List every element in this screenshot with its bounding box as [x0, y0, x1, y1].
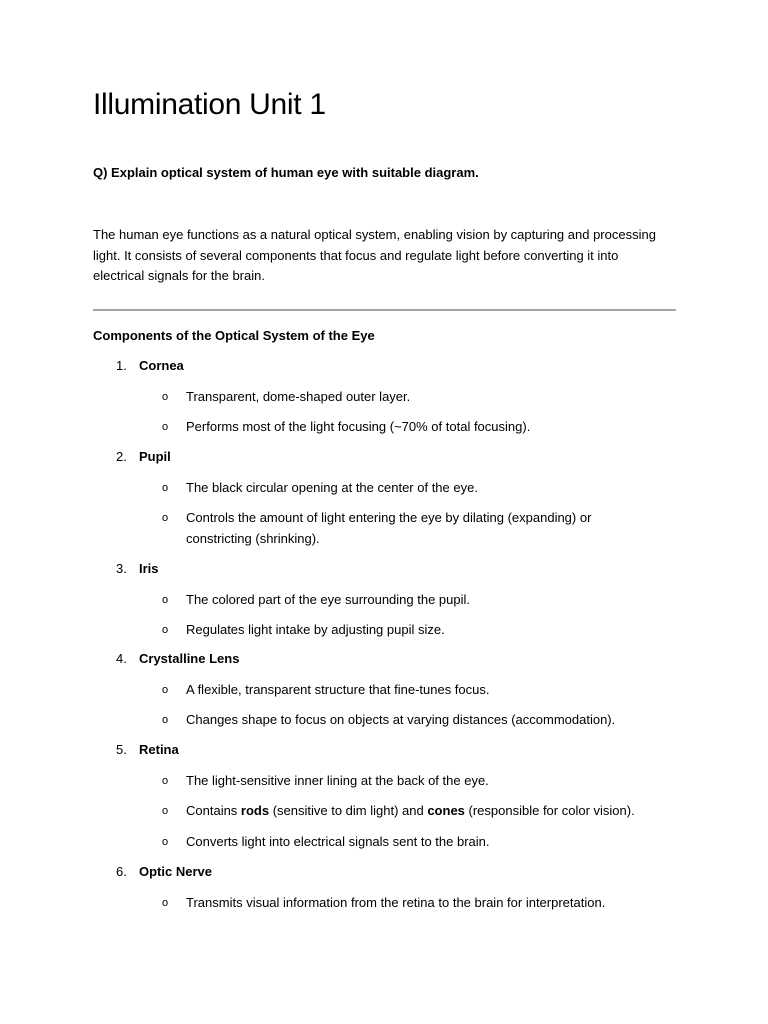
list-item-pupil	[116, 449, 171, 464]
bullet-item	[162, 710, 672, 731]
list-item-cornea	[116, 358, 184, 373]
list-number: 3.	[116, 561, 127, 576]
bullet-item	[162, 387, 672, 408]
bullet-marker: o	[162, 624, 169, 636]
bullet-item	[162, 590, 672, 611]
bullet-marker: o	[162, 897, 169, 909]
list-number: 5.	[116, 742, 127, 757]
horizontal-divider	[93, 309, 676, 311]
bullet-item	[162, 620, 672, 641]
bullet-marker: o	[162, 391, 169, 403]
list-item-title: Cornea	[139, 358, 184, 373]
bullet-text: The colored part of the eye surrounding the pupil.	[186, 592, 471, 607]
bullet-text: Changes shape to focus on objects at varying distances (accommodation).	[186, 712, 616, 727]
bold-term-rods: rods	[240, 803, 270, 818]
bullet-text: The light-sensitive inner lining at the back of the eye.	[186, 773, 489, 788]
bullet-marker: o	[162, 512, 169, 524]
list-item-title: Retina	[139, 742, 179, 757]
bullet-text: Transmits visual information from the retina to the brain for interpretation.	[186, 895, 606, 910]
list-item-title: Crystalline Lens	[139, 651, 240, 666]
bullet-marker: o	[162, 805, 169, 817]
bullet-marker: o	[162, 775, 169, 787]
list-item-retina	[116, 742, 179, 757]
bullet-item	[162, 680, 672, 701]
bullet-marker: o	[162, 421, 169, 433]
list-number: 4.	[116, 651, 127, 666]
bullet-item	[162, 832, 672, 853]
list-item-crystalline-lens	[116, 651, 239, 666]
question-text: Q) Explain optical system of human eye with suitable diagram.	[93, 165, 479, 180]
list-number: 6.	[116, 864, 127, 879]
bullet-text: Regulates light intake by adjusting pupil size.	[186, 622, 445, 637]
bullet-text-part: (sensitive to dim light) and	[269, 803, 428, 818]
list-item-iris	[116, 561, 159, 576]
bullet-text: A flexible, transparent structure that fine-tunes focus.	[186, 682, 490, 697]
list-item-optic-nerve	[116, 864, 212, 879]
bullet-text-part: (responsible for color vision).	[464, 803, 635, 818]
page-title: Illumination Unit 1	[93, 88, 326, 121]
bullet-marker: o	[162, 714, 169, 726]
list-item-title: Iris	[139, 561, 159, 576]
bullet-item	[162, 801, 672, 822]
bullet-text: Transparent, dome-shaped outer layer.	[186, 389, 411, 404]
bullet-text: Controls the amount of light entering the eye by dilating (expanding) or constricting (shrinking).	[186, 510, 592, 546]
bold-term-cones: cones	[427, 803, 465, 818]
list-number: 1.	[116, 358, 127, 373]
bullet-item	[162, 508, 642, 549]
bullet-item	[162, 771, 672, 792]
bullet-marker: o	[162, 836, 169, 848]
bullet-text	[186, 801, 672, 822]
bullet-item	[162, 478, 672, 499]
bullet-text: The black circular opening at the center of the eye.	[186, 480, 478, 495]
bullet-marker: o	[162, 684, 169, 696]
bullet-text: Performs most of the light focusing (~70% of total focusing).	[186, 419, 531, 434]
list-item-title: Pupil	[139, 449, 171, 464]
bullet-text-part: Contains	[186, 803, 241, 818]
bullet-text: Converts light into electrical signals sent to the brain.	[186, 834, 490, 849]
bullet-marker: o	[162, 594, 169, 606]
bullet-item	[162, 417, 672, 438]
bullet-item	[162, 893, 672, 914]
bullet-marker: o	[162, 482, 169, 494]
list-number: 2.	[116, 449, 127, 464]
section-heading: Components of the Optical System of the Eye	[93, 328, 375, 343]
intro-paragraph: The human eye functions as a natural optical system, enabling vision by capturing and processing light. It consists of several components that focus and regulate light before converting it into electrical signals for the brain.	[93, 227, 656, 283]
list-item-title: Optic Nerve	[139, 864, 212, 879]
